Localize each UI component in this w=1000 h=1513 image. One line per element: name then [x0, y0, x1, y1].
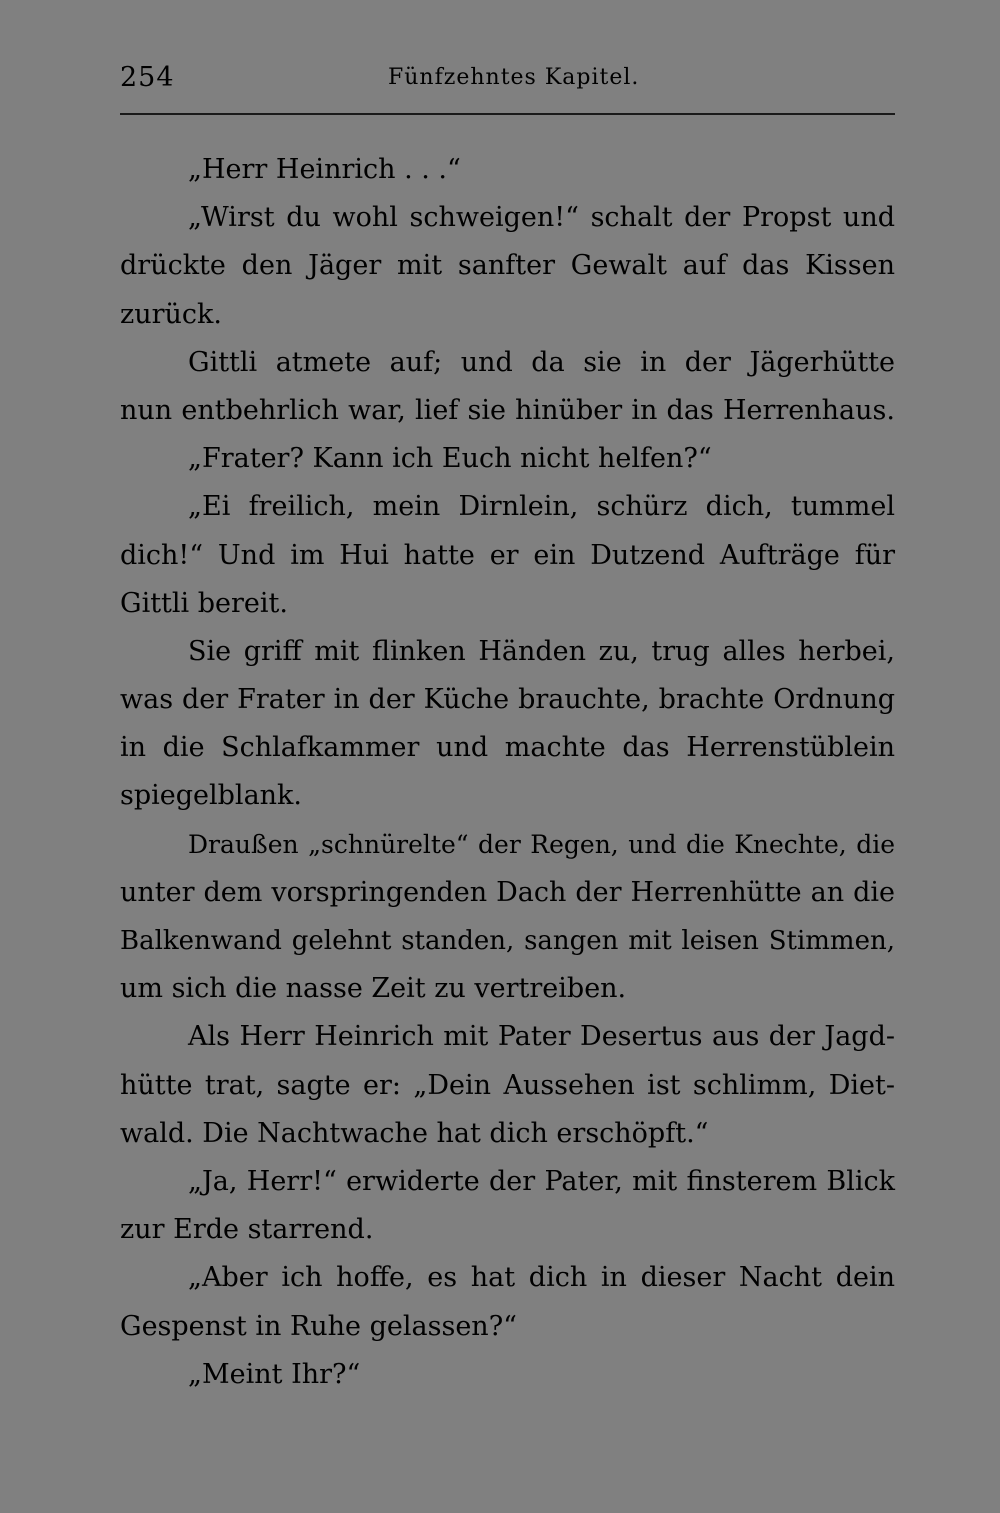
text-line: zur Erde starrend.	[120, 1214, 374, 1246]
text-line: spiegelblank.	[120, 780, 302, 812]
text-line: „Wirst du wohl schweigen!“ schalt der Propst und	[188, 202, 895, 234]
header-rule	[120, 113, 895, 115]
text-line: zurück.	[120, 298, 222, 330]
text-line: „Ja, Herr!“ erwiderte der Pater, mit finsterem Blick	[188, 1165, 895, 1197]
body-text	[120, 146, 895, 1399]
running-head: Fünfzehntes Kapitel.	[388, 65, 640, 90]
text-line: hütte trat, sagte er: „Dein Aussehen ist schlimm, Diet-	[120, 1069, 895, 1101]
text-line: um sich die nasse Zeit zu vertreiben.	[120, 973, 627, 1005]
text-line: wald. Die Nachtwache hat dich erschöpft.“	[120, 1117, 709, 1149]
page-number: 254	[120, 62, 175, 93]
text-line: was der Frater in der Küche brauchte, brachte Ordnung	[120, 684, 895, 716]
text-line: „Ei freilich, mein Dirnlein, schürz dich, tummel	[188, 491, 895, 523]
text-line: dich!“ Und im Hui hatte er ein Dutzend Aufträge für	[120, 539, 895, 571]
text-line: drückte den Jäger mit sanfter Gewalt auf das Kissen	[120, 250, 895, 282]
text-line: Gespenst in Ruhe gelassen?“	[120, 1310, 517, 1342]
text-line: unter dem vorspringenden Dach der Herrenhütte an die	[120, 876, 895, 908]
text-line: „Frater? Kann ich Euch nicht helfen?“	[188, 443, 712, 475]
text-line: „Herr Heinrich . . .“	[188, 154, 461, 185]
text-line: Gittli atmete auf; und da sie in der Jägerhütte	[188, 346, 895, 378]
text-line: Sie griff mit flinken Händen zu, trug alles herbei,	[188, 635, 895, 667]
text-line: nun entbehrlich war, lief sie hinüber in das Herrenhaus.	[120, 394, 895, 426]
text-line: Balkenwand gelehnt standen, sangen mit leisen Stimmen,	[120, 926, 895, 956]
text-line: Als Herr Heinrich mit Pater Desertus aus der Jagd-	[188, 1021, 895, 1053]
page-header	[120, 62, 895, 102]
text-line: Gittli bereit.	[120, 587, 288, 619]
text-line: „Meint Ihr?“	[188, 1358, 361, 1390]
text-line: „Aber ich hoffe, es hat dich in dieser Nacht dein	[188, 1262, 895, 1294]
text-line: Draußen „schnürelte“ der Regen, und die Knechte, die	[188, 829, 895, 859]
text-line: in die Schlafkammer und machte das Herrenstüblein	[120, 732, 895, 764]
